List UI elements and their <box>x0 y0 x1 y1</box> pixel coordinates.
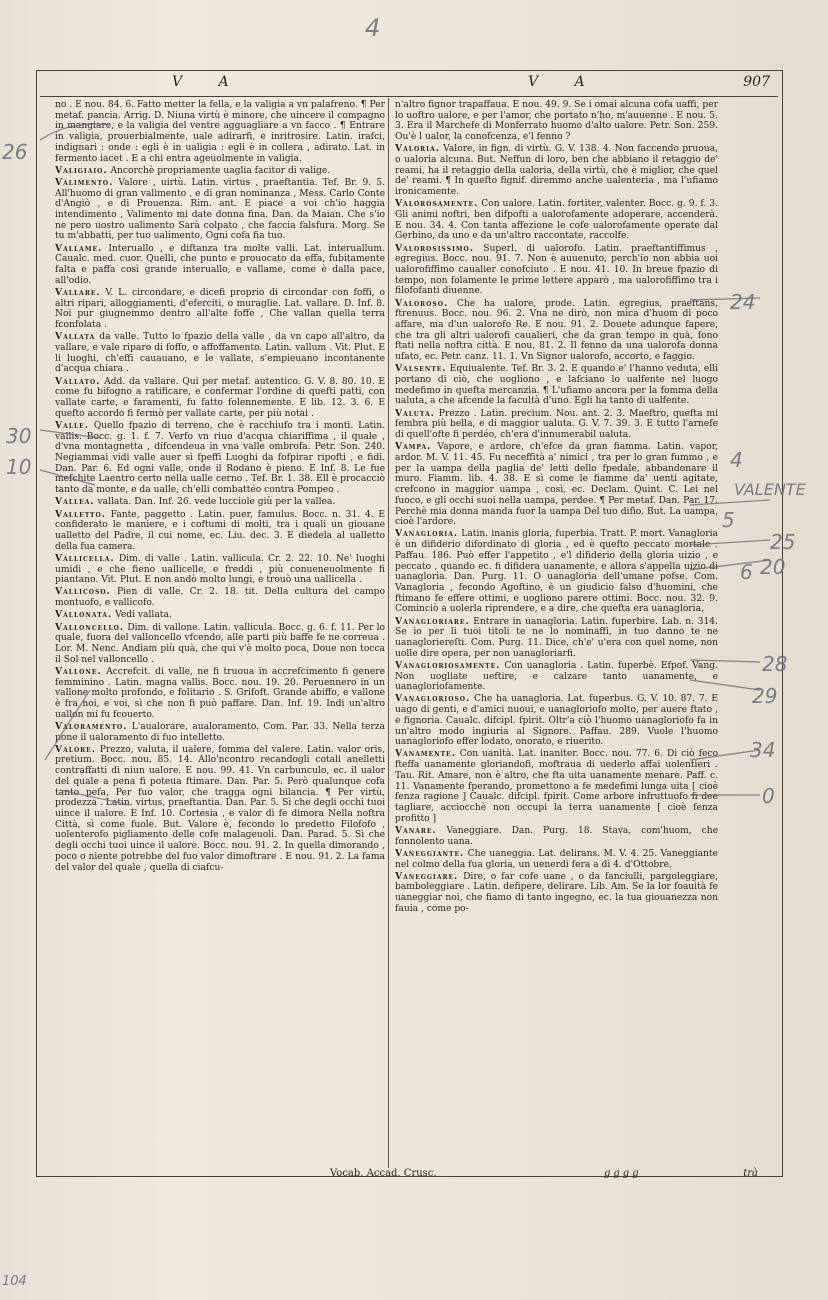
entry-text: Add. da vallare. Qui per metaf. autentico. G. V. 8. 80. 10. E come fu bifogno a ratificare, e confermar l'ordine di quefti patti, con vallate carte, e faramenti, fu fatto folennemente. E lib. 12. 3. 6. E quefto accordo fi fermò per vallate carte, per più notai . <box>55 376 385 419</box>
dictionary-entry <box>55 332 385 375</box>
entry-headword: Vallone. <box>55 665 102 677</box>
entry-text: Entrare in uanagloria. Latin. fuperbire. Lab. n. 314. Se io per li tuoi titoli te ne lo nominaffi, in tuo danno te ne uanagloriereſti. Com. Purg. 11. Dice, ch'e' u'era con quel nome, non uolle dire opera, per non uanagloriarfi. <box>395 616 718 659</box>
entry-headword: Vallato. <box>55 375 101 387</box>
dictionary-entry <box>395 749 718 824</box>
entry-text: Vedi vallata. <box>115 610 172 621</box>
entry-text: Vapore, e ardore, ch'efce da gran fiamma. Latin. vapor, ardor. M. V. 11. 45. Fu neceffità a' nimici , tra per lo gran fummo , e per la uampa della paglia de' letti dello fpedale, abbandonare il muro. Fiamm. lib. 4. 38. E sì come le fiamme da' uenti agitate, crefcono in maggior uampa , così, ec. Declam. Quint. C. Lei nel fuoco, e gli occhi suoi nella uampa, perdee. ¶ Per metaf. Dan. Par. 17. Perchè mia donna manda fuor la uampa Del tuo difìo. But. La uampa, cioè l'ardore. <box>395 442 718 528</box>
entry-headword: Vallicoso. <box>55 586 111 598</box>
entry-headword: Vanare. <box>395 824 437 836</box>
note-5: 5 <box>722 508 735 532</box>
entry-headword: Vanagloria. <box>395 528 459 540</box>
entry-text: Equiualente. Tef. Br. 3. 2. E quando e' l'hanno veduta, elli portano di ciò, che uogliono , e lafciano lo ualfente nel luogo medefimo in quefta mercanzia. ¶ L'ufiamo ancora per la fomma della ualuta, a che afcende la facultà d'uno. Egli ha tanto di ualfente. <box>395 364 718 407</box>
entry-headword: Vaneggiante. <box>395 847 465 859</box>
dictionary-entry <box>55 554 385 586</box>
running-header <box>40 72 778 97</box>
catchword: trà <box>743 1168 758 1179</box>
entry-text: Interuallo , e diftanza tra molte valli. Lat. interuallum. Caualc. med. cuor. Quelli, che punto e prouocato da effa, fubitamente falta e paffa così grande interuallo, e vallame, come è dalla pace, all'odio. <box>55 243 385 286</box>
note-20: 20 <box>760 555 786 579</box>
entry-headword: Vallicella. <box>55 552 115 564</box>
entry-headword: Vallame. <box>55 242 103 254</box>
entry-headword: Vaneggiare. <box>395 870 459 882</box>
footer-title: Vocab. Accad. Crusc. <box>330 1168 437 1179</box>
note-corner: 104 <box>2 1274 27 1289</box>
dictionary-entry <box>395 100 718 143</box>
entry-text: Con ualore. Latin. fortiter, valenter. Bocc. g. 9. f. 3. Gli animi noftri, ben difpofti a ualorofamente adoperare, accenderà. E nou. 34. 4. Con tanta affezione le cofe ualorofamente operate dal Gerbino, da uno e da un'altro raccontate, raccolfe. <box>395 199 718 242</box>
entry-headword: Vallata <box>55 331 96 343</box>
entry-text: Fante, paggetto . Latin. puer, famulus. Bocc. n. 31. 4. E confiderato le maniere, e i coftumi di molti, tra i quali un giouane ualletto del Padre, il cui nome, ec. Liu. dec. 3. E diedela al ualletto della fua camera. <box>55 509 385 552</box>
dictionary-entry <box>55 610 385 621</box>
entry-text: n'altro fignor trapaffaua. E nou. 49. 9. Se i omai alcuna cofa uaffi, per lo uoftro ualore, e per l'amor, che portato n'ho, m'auuenne . E nou. 5. 3. Era il Marchefe di Monferrato huomo d'alto ualore. Petr. Son. 259. Ou'è l ualor, la conofcenza, e'l fenno ? <box>395 100 718 143</box>
note-valente: VALENTE <box>734 480 806 499</box>
entry-headword: Valorosissimo. <box>395 242 474 254</box>
dictionary-entry <box>55 244 385 287</box>
note-4: 4 <box>730 448 743 472</box>
dictionary-entry <box>395 409 718 441</box>
dictionary-entry <box>55 745 385 873</box>
entry-text: Prezzo, valuta, il ualere, fomma del valere. Latin. valor oris, pretium. Bocc. nou. 85. 14. Allo'ncontro recandogli cotali anelletti contraffatti di niun ualore. E nou. 99. 41. Vn carbunculo, ec. il ualor del quale a pena fi poteua ftimare. Dan. Par. 5. Però qualunque cofa tanto pefa, Per fuo valor, che tragga ogni bilancia. ¶ Per virtù, prodezza . Latin. virtus, praeftantia. Dan. Par. 5. Sì che degli occhi tuoi uince il ualore. E Inf. 10. Cortesia , e valor dì fe dimora Nella noftra Città, sì come fuole. But. Valore è, fecondo lo predetto Filofofo , uolenterofo pigliamento delle cofe malageuoli. Dan. Parad. 5. Sì che degli occhi tuoi uince il ualore. Bocc. nou. 91. 2. In quella dimorando , poco o niente potrebbe del fuo valor dimoftrare . E nou. 91. 2. La fama del valor del quale , quella di ciafcu- <box>55 744 385 873</box>
note-0: 0 <box>762 784 775 808</box>
entry-text: Che ha ualore, prode. Latin. egregius, praeftans, ftrenuus. Bocc. nou. 96. 2. Vna ne dirò, non mica d'huom di poco affare, ma d'un ualorofo Re. E nou. 91. 2. Douete adunque fapere, che tra gli altri ualorofi caualieri, che da gran tempo in quà, fono ftati nella noftra città. E nou. 81. 2. Il fenno da una ualorofa donna ufato, ec. Petr. canz. 11. 1. Vn Signor ualorofo, accorto, e faggio. <box>395 298 718 363</box>
dictionary-entry <box>55 178 385 242</box>
note-25: 25 <box>770 530 796 554</box>
header-right: V A <box>528 74 601 90</box>
entry-headword: Valigiaio. <box>55 164 108 176</box>
entry-headword: Valsente. <box>395 363 447 375</box>
entry-text: V. L. circondare, e dicefi proprio di circondar con foffi, o altri ripari, alloggiamenti, d'eferciti, o muraglie. Lat. vallare. D. Inf. 8. Noi pur giugnemmo dentro all'alte foffe , Che vallan quella terra fconfolata . <box>55 287 385 331</box>
entry-text: Con uanagloria . Latin. fuperbè. Efpof. Vang. Non uogliate ueftire, e calzare tanto uanamente, e uanagloriofamente. <box>395 660 718 693</box>
dictionary-entry <box>395 199 718 242</box>
note-6: 6 <box>740 560 753 584</box>
note-24: 24 <box>730 290 756 314</box>
entry-text: L'aualorare, aualoramento. Com. Par. 33. Nella terza pone il ualoramento di fuo intelletto. <box>55 721 385 743</box>
dictionary-entry <box>55 421 385 496</box>
entry-headword: Valimento. <box>55 176 114 188</box>
dictionary-entry <box>395 694 718 748</box>
entry-headword: Vallea. <box>55 496 95 508</box>
entry-text: Valore, in fign. di virtù. G. V. 138. 4. Non faccendo pruoua, o ualoria alcuna. But. Neffun di loro, ben che abbiano il retaggio de' reami, ha il retaggio della ualoria, della virtù, che è miglior, che quel de' reami. ¶ In quefto fignif. diremmo anche ualenteria , ma l'ufiamo ironicamente. <box>395 144 718 198</box>
note-29: 29 <box>752 684 778 708</box>
entry-headword: Vallonata. <box>55 609 113 621</box>
entry-headword: Valuta. <box>395 407 435 419</box>
entry-text: Vaneggiare. Dan. Purg. 18. Stava, com'huom, che fonnolento uana. <box>395 825 718 847</box>
entry-text: Ancorchè propriamente uaglia facitor di valige. <box>110 165 331 176</box>
entry-headword: Valoroso. <box>395 297 449 309</box>
dictionary-entry <box>395 661 718 693</box>
column-divider <box>388 98 389 1168</box>
dictionary-entry <box>395 529 718 615</box>
dictionary-entry <box>55 166 385 177</box>
entry-text: Che uaneggia. Lat. delirans. M. V. 4. 25. Vaneggiante nel colmo della fua gloria, un uenerdì fera a dì 4. d'Ottobre. <box>395 848 718 870</box>
dictionary-entry <box>55 623 385 666</box>
entry-headword: Valoramento. <box>55 720 128 732</box>
entry-headword: Vampa. <box>395 441 432 453</box>
dictionary-entry <box>395 144 718 198</box>
note-10: 10 <box>6 455 32 479</box>
left-column <box>55 100 385 1168</box>
entry-text: Superl. di ualorofo. Latin. praeftantiffimus , egregius. Bocc. nou. 91. 7. Non è auuenuto, perch'io non abbia uoi ualorofiffimo caualier conofciuto . E nou. 41. 10. In breue fpazio di tempo, non folamente le prime lettere apparò , ma ualorofiffimo tra i filofofanti diuenne. <box>395 243 718 297</box>
dictionary-entry <box>55 587 385 608</box>
dictionary-entry <box>395 299 718 363</box>
entry-headword: Valoria. <box>395 143 440 155</box>
entry-headword: Vanamente. <box>395 748 456 760</box>
dictionary-entry <box>395 872 718 915</box>
note-28: 28 <box>762 652 788 676</box>
entry-headword: Valle. <box>55 419 89 431</box>
entry-text: vallata. Dan. Inf. 26. vede lucciole giù per la vallea. <box>97 497 336 508</box>
dictionary-entry <box>55 377 385 420</box>
entry-text: Valore , uirtù. Latin. virtus , praeftantia. Tef. Br. 9. 5. All'huomo di gran valimento , e di gran nominanza , Mess. Carlo Conte d'Angiò , e di Prouenza. Rim. ant. E piace a voi ch'io haggia intendimento , Valimento mi date donna fina. Dan. da Maian. Che s'io ne pero uostro ualimento Sarà colpato , che faccia falsfura. Morg. Se tu m'abbatti, per tuo ualimento, Ogni cofa fia tuo. <box>55 177 385 242</box>
note-top: 4 <box>365 14 381 42</box>
entry-headword: Valore. <box>55 743 96 755</box>
note-34: 34 <box>750 738 776 762</box>
dictionary-entry <box>395 244 718 298</box>
entry-text: Dim. di vallone. Latin. vallicula. Bocc. g. 6. f. 11. Per lo quale, fuora del valloncello vfcendo, alle parti più baffe fe ne correua . Lor. M. Nenc. Andiam più quà, che qui v'è molto poca, Doue non tocca il Sol nel valloncello . <box>55 622 385 665</box>
entry-text: Dim. di valle . Latin. vallicula. Cr. 2. 22. 10. Ne' luoghi umidi , e che fieno uallicelle, e freddi , più conueneuolmente fi piantano. Vit. Plut. E non andò molto lungi, e trouò una uallicella . <box>55 553 385 586</box>
dictionary-entry <box>55 722 385 743</box>
entry-text: Pien di valle. Cr. 2. 18. tit. Della cultura del campo montuofo, e vallicofo. <box>55 587 385 609</box>
entry-text: Che ha uanagloria. Lat. fuperbus. G. V. 10. 87. 7. E uago di genti, e d'amici nuoui, e uanagloriofo molto, per auere ftato , e fignoria. Caualc. difcipl. fpirit. Oltr'a ciò l'huomo uanagloriofo fa in un'altro modo ingiuria al Signore. Paffau. 289. Vuole l'huomo uanagloriofo effer lodato, onorato, e riuerito. <box>395 694 718 748</box>
entry-headword: Vanagloriosamente. <box>395 659 501 671</box>
entry-headword: Vallare. <box>55 286 101 298</box>
signature-mark: gggg <box>604 1168 642 1179</box>
right-column <box>395 100 718 1168</box>
entry-text: Latin. inanis gloria, fuperbia. Tratt. P. mort. Vanagloria è un difiderio difordinato di gloria , ed è quefto peccato mortale . Paffau. 186. Può effer l'appetito , e'l difiderio della gloria uizio , e peccato , quando ec. fi difidera uanamente, e allora s'appella uizio di uanagloria. Dan. Purg. 11. O uanagloria dell'umane pofse. Com. Vanagloria , fecondo Agoftino, è un giudicio falso d'huomini, che ftimano fe effere ottimi, e uogliono parere ottimi. Bocc. nou. 32. 9. Cominciò a uolerla riprendere, e a dire, che quefta era uanagloria. <box>395 529 718 615</box>
note-26: 26 <box>2 140 28 164</box>
dictionary-entry <box>55 667 385 721</box>
entry-text: da valle. Tutto lo fpazio della valle , da vn capo all'altro, da vallare, e vale riparo di foffo, o affoffamento. Latin. vallum . Vit. Plut. E li luoghi, ch'effi cauauano, e le vallate, s'empieuano incontanente d'acqua chiara . <box>55 332 385 375</box>
dictionary-entry <box>55 497 385 508</box>
entry-text: Dire, o far cofe uane , o da fanciulli, pargoleggiare, bamboleggiare . Latin. defipere, delirare. Lib. Am. Se la lor foauità fe uaneggiar noi, che fiamo di tanto ingegno, ec. la tua giouanezza non fauia , come po- <box>395 871 718 914</box>
entry-text: no . E nou. 84. 6. Fatto metter la fella, e la valigia a vn palafreno. ¶ Per metaf. pancia. Arrig. D. Niuna virtù è minore, che uincere il compagno in mangiare, e la valigia del ventre agguagliare a vn facco . ¶ Entrare in valigia, prouerbialmente, uale adirarfi, e inritrosire. Latin. irafci, indignari : onde : egli è in ualigia : egli è in collera , adirato. Lat. in fermento iacet . E a chi entra ageuolmente in valigia. <box>55 100 385 164</box>
entry-headword: Vanaglorioso. <box>395 693 471 705</box>
entry-headword: Valletto. <box>55 508 106 520</box>
page-number: 907 <box>743 74 770 90</box>
header-left: V A <box>172 74 245 90</box>
entry-text: Con uanità. Lat. inaniter. Bocc. nou. 77. 6. Di ciò feco fteffa uanamente gloriandofi, moftraua di uederlo affai uolentieri . Tau. Rit. Amare, non è altro, che fta uita uanamente menare. Paff. c. 11. Vanamente fperando, promettono a fe medefimi lunga uita [ cioè fenza ragione ] Caualc. difcipl. fpirit. Come arbore infruttuofo fi dee tagliare, acciocchè non occupi la terra uanamente [ cioè fenza profitto ] <box>395 749 718 824</box>
note-30: 30 <box>6 424 32 448</box>
dictionary-entry <box>395 849 718 870</box>
entry-headword: Valorosamente. <box>395 198 479 210</box>
entry-text: Quello fpazio di terreno, che è racchiufo tra i monti. Latin. vallis. Bocc. g. 1. f. 7. Verfo vn riuo d'acqua chiariffima , il quale , d'vna montagnetta , difcendeua in vna valle ombrofa. Petr. Son. 240. Negiammai vidi valle auer sì fpeffi Luoghi da fofpirar ripofti , e fidi. Dan. Par. 6. Ed ogni valle, onde il Rodano è pieno. E Inf. 8. Le fue mefchite Laentro certo nella ualle cerno . Tef. Br. 1. 38. Ell è procacciò tanto da monte, e da ualle, ch'elli combattéo contra Pompeo . <box>55 420 385 496</box>
entry-headword: Vanagloriare. <box>395 615 470 627</box>
dictionary-entry <box>395 442 718 528</box>
entry-text: Prezzo . Latin. precium. Nou. ant. 2. 3. Maeftro, quefta mi fembra più bella, e di maggior ualuta. G. V. 7. 39. 3. E tutto l'arnefe di quell'ofte fi perdéo, ch'era d'innumerabil ualuta. <box>395 408 718 441</box>
dictionary-entry <box>395 826 718 847</box>
dictionary-entry <box>55 288 385 331</box>
dictionary-entry <box>395 364 718 407</box>
entry-text: Accrefcit. di valle, ne fi truoua in accrefcimento fi genere femminino . Latin. magna vallis. Bocc. nou. 19. 20. Peruennero in un vallone molto profondo, e folitario . S. Grifoft. Grande abiffo, e vallone è fra noi, e voi, sì che non fi può paffare. Dan. Inf. 19. Indi un'altro uallon mi fu fcouerto. <box>55 666 385 720</box>
dictionary-entry <box>55 510 385 553</box>
page-footer <box>40 1168 778 1188</box>
dictionary-entry <box>395 617 718 660</box>
entry-headword: Valloncello. <box>55 621 125 633</box>
dictionary-entry <box>55 100 385 164</box>
